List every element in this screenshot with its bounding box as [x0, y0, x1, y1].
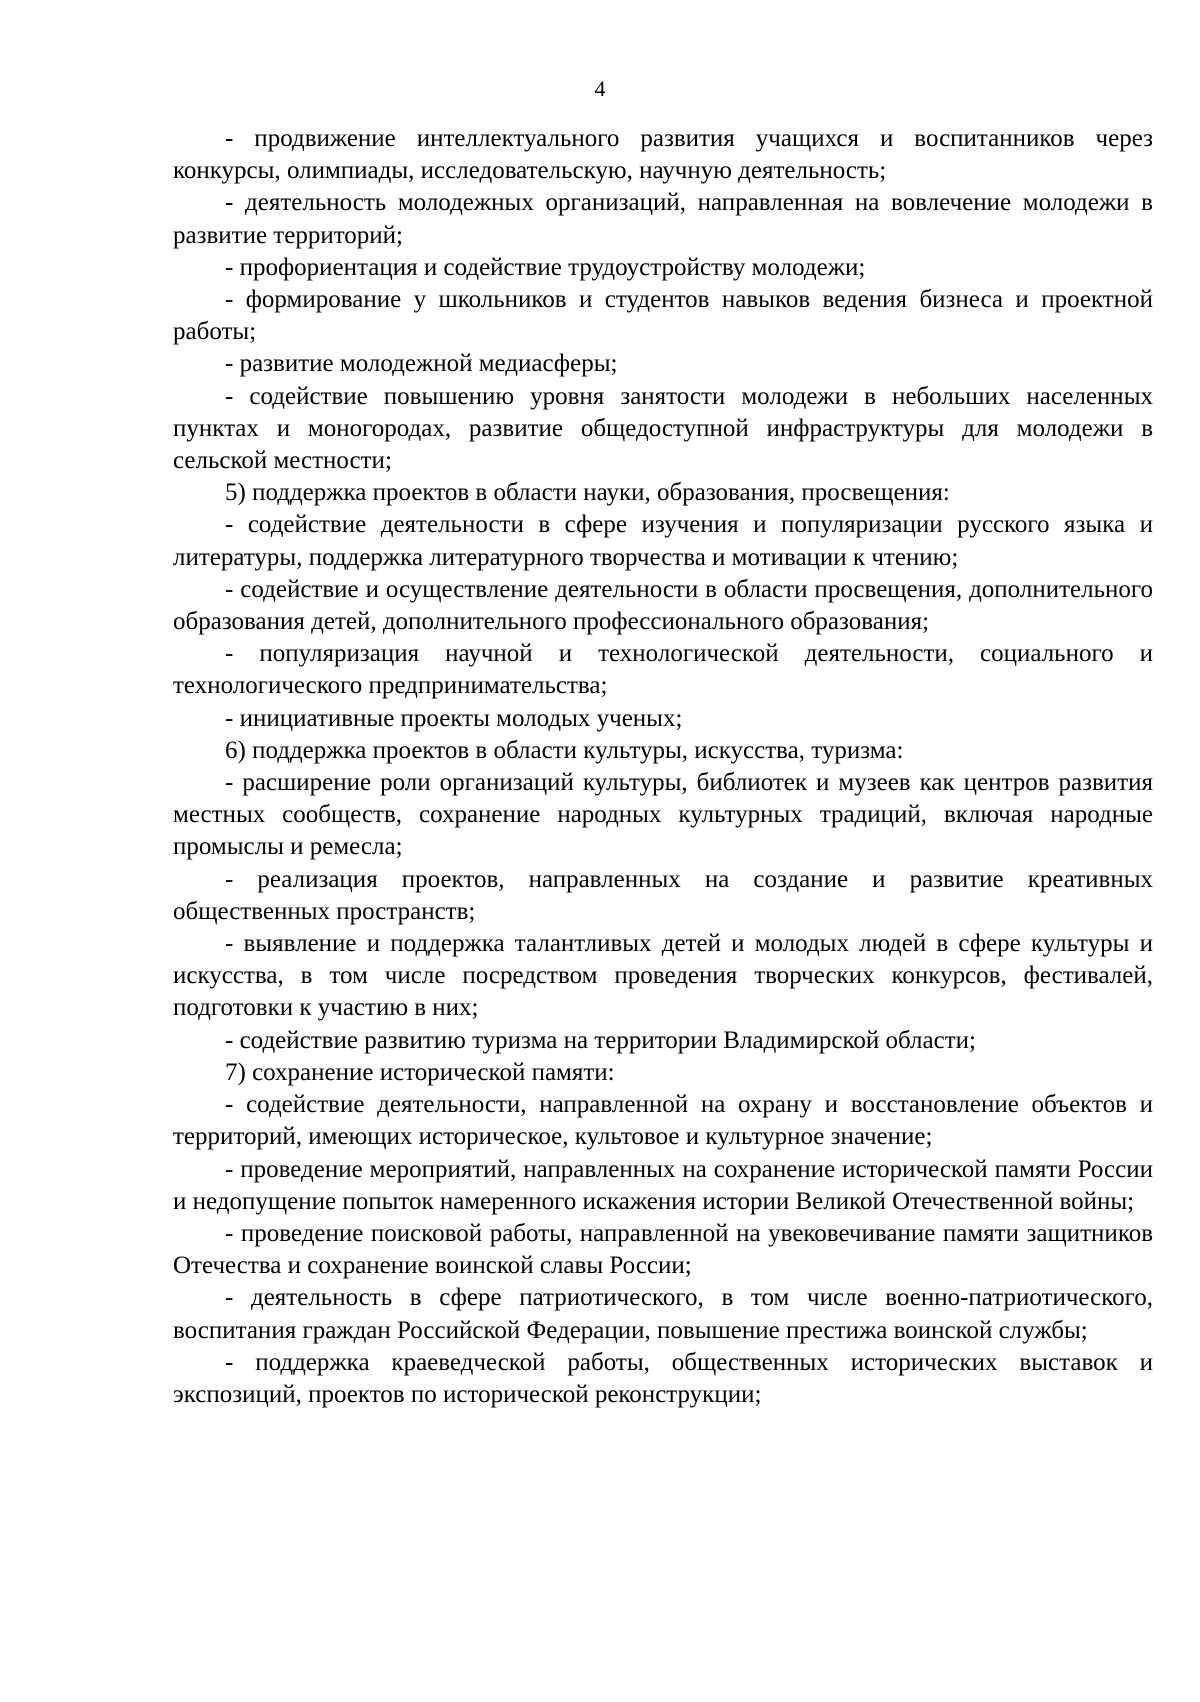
list-item-culture-organizations: - расширение роли организаций культуры, библиотек и музеев как центров развития местных сообществ, сохранение народных культурных традиций, включая народные промыслы и ремесла;	[173, 769, 1153, 861]
list-item-youth-employment: - содействие повышению уровня занятости молодежи в небольших населенных пунктах и моногородах, развитие общедоступной инфраструктуры для молодежи в сельской местности;	[173, 382, 1153, 475]
list-item-patriotic-education: - деятельность в сфере патриотического, в том числе военно-патриотического, воспитания граждан Российской Федерации, повышение престижа воинской службы;	[173, 1284, 1153, 1344]
list-item-local-history: - поддержка краеведческой работы, общественных исторических выставок и экспозиций, проектов по исторической реконструкции;	[173, 1348, 1153, 1408]
list-item-young-scientists: - инициативные проекты молодых ученых;	[225, 704, 683, 732]
list-item-youth-organizations: - деятельность молодежных организаций, направленная на вовлечение молодежи в развитие территорий;	[173, 189, 1153, 249]
list-item-intellectual-development: - продвижение интеллектуального развития учащихся и воспитанников через конкурсы, олимпиады, исследовательскую, научную деятельность;	[173, 125, 1153, 185]
list-item-business-skills: - формирование у школьников и студентов навыков ведения бизнеса и проектной работы;	[173, 286, 1153, 346]
section-heading-science-education: 5) поддержка проектов в области науки, образования, просвещения:	[225, 479, 950, 507]
section-heading-historical-memory: 7) сохранение исторической памяти:	[225, 1058, 615, 1086]
list-item-historical-memory-events: - проведение мероприятий, направленных на сохранение исторической памяти России и недопущение попыток намеренного искажения истории Великой Отечественной войны;	[173, 1155, 1153, 1215]
list-item-russian-language: - содействие деятельности в сфере изучения и популяризации русского языка и литературы, поддержка литературного творчества и мотивации к чтению;	[173, 511, 1153, 571]
list-item-career-guidance: - профориентация и содействие трудоустройству молодежи;	[225, 253, 866, 281]
document-body	[173, 123, 1153, 1411]
list-item-creative-spaces: - реализация проектов, направленных на создание и развитие креативных общественных пространств;	[173, 865, 1153, 925]
list-item-tourism: - содействие развитию туризма на территории Владимирской области;	[225, 1026, 976, 1054]
list-item-science-popularization: - популяризация научной и технологической деятельности, социального и технологического предпринимательства;	[173, 640, 1153, 700]
list-item-talented-youth: - выявление и поддержка талантливых детей и молодых людей в сфере культуры и искусства, в том числе посредством проведения творческих конкурсов, фестивалей, подготовки к участию в них;	[173, 930, 1153, 1022]
section-heading-culture-art-tourism: 6) поддержка проектов в области культуры, искусства, туризма:	[225, 736, 904, 764]
list-item-search-work: - проведение поисковой работы, направленной на увековечивание памяти защитников Отечества и сохранение воинской славы России;	[173, 1219, 1153, 1280]
list-item-youth-media: - развитие молодежной медиасферы;	[225, 350, 618, 378]
list-item-heritage-protection: - содействие деятельности, направленной на охрану и восстановление объектов и территорий, имеющих историческое, культовое и культурное значение;	[173, 1091, 1153, 1151]
page-number: 4	[594, 76, 606, 101]
list-item-enlightenment: - содействие и осуществление деятельности в области просвещения, дополнительного образования детей, дополнительного профессионального образования;	[173, 575, 1153, 636]
